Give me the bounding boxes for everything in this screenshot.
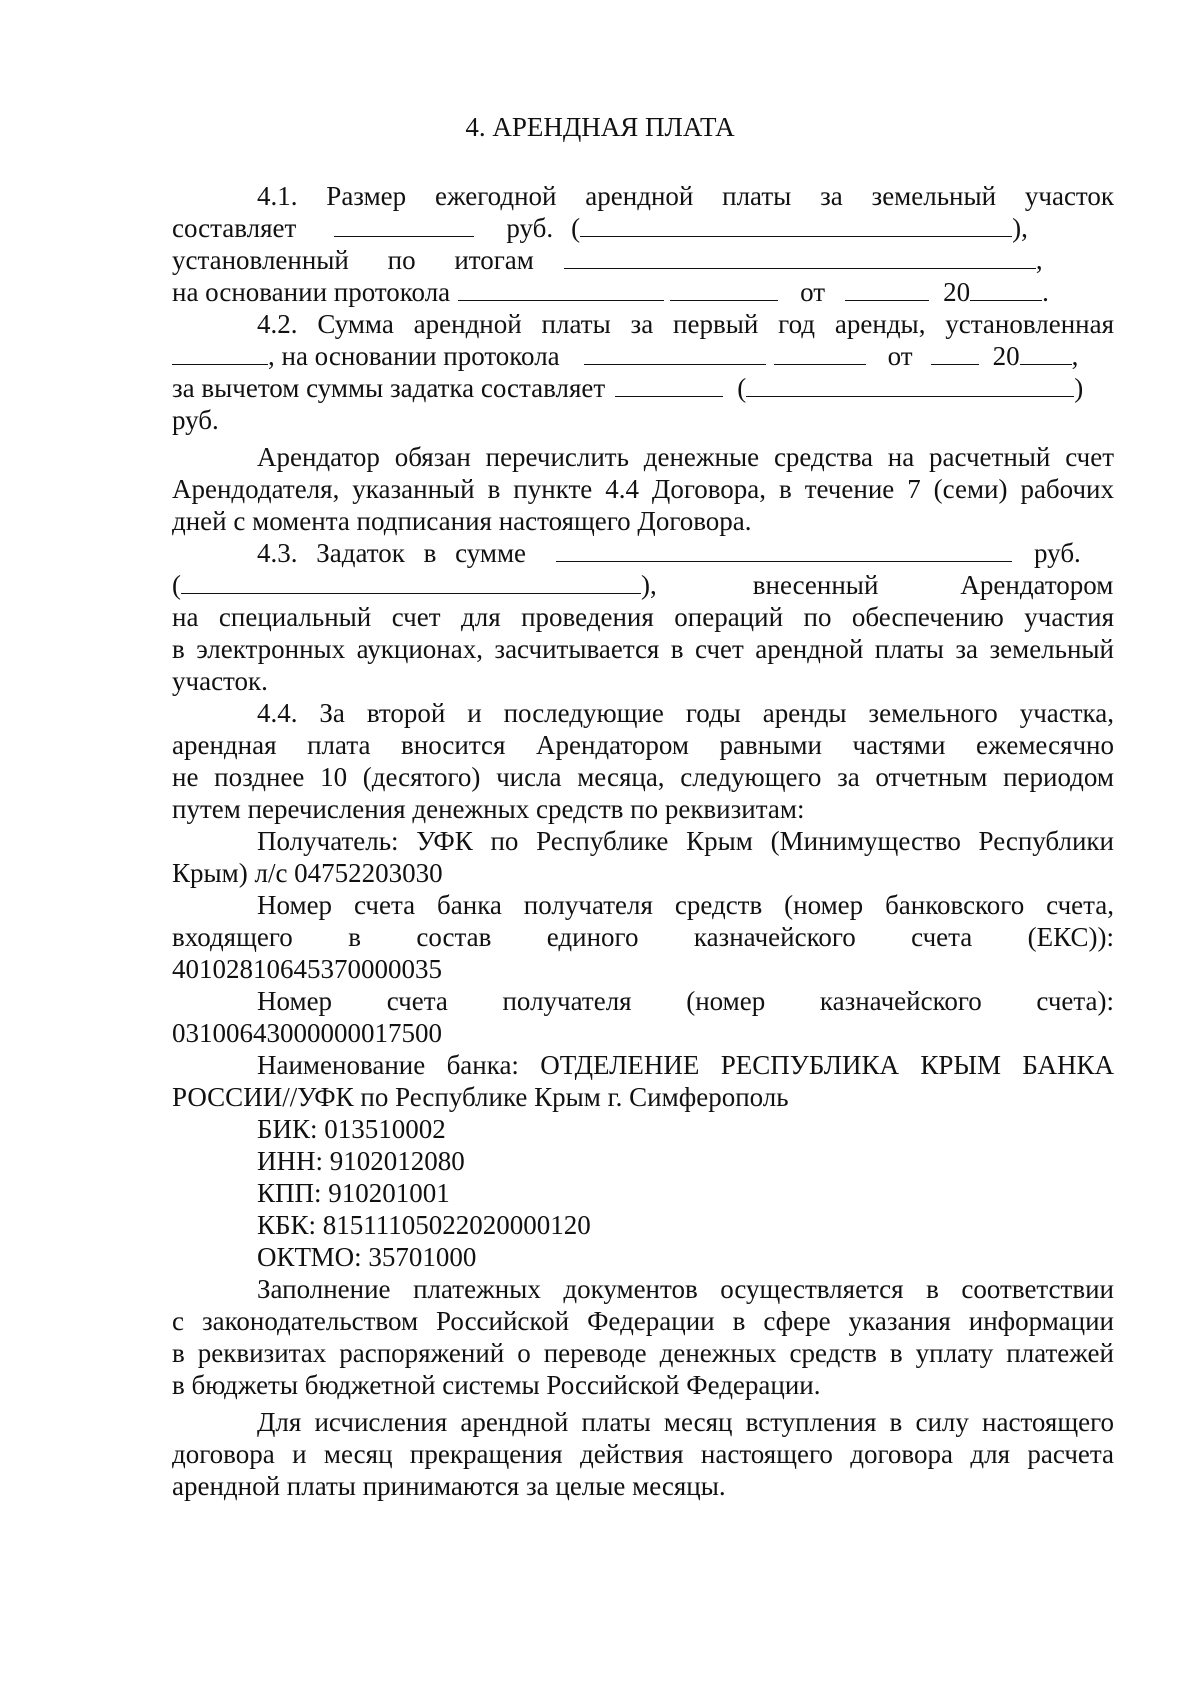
- clause-4-1-line-1: 4.1. Размер ежегодной арендной платы за земельный участок: [257, 181, 1114, 211]
- clause-4-1-established-by: установленный по итогам: [172, 245, 534, 275]
- clause-4-4-line-2: арендная плата вносится Арендатором равными частями ежемесячно: [172, 730, 1114, 760]
- clause-4-4-line-4: путем перечисления денежных средств по реквизитам:: [172, 794, 805, 824]
- bank-account-number: 40102810645370000035: [172, 954, 442, 984]
- unit-rub: руб.: [1034, 538, 1081, 568]
- tenant-label: Арендатором: [960, 570, 1114, 600]
- blank-auction-results[interactable]: [564, 244, 1036, 269]
- clause-4-4-line-1: 4.4. За второй и последующие годы аренды земельного участка,: [257, 698, 1114, 728]
- blank-protocol-number-2[interactable]: [670, 276, 778, 301]
- recipient-line-2: Крым) л/с 04752203030: [172, 858, 443, 888]
- clause-4-3-line-1: [257, 537, 1114, 570]
- recipient-line-1: Получатель: УФК по Республике Крым (Минимущество Республики: [257, 826, 1114, 856]
- blank-protocol-number-1[interactable]: [458, 276, 664, 301]
- bank-account-line-2: входящего в состав единого казначейского счета (ЕКС)):: [172, 922, 1114, 952]
- payment-docs-line-1: Заполнение платежных документов осуществляется в соответствии: [257, 1274, 1114, 1304]
- payment-docs-line-3: в реквизитах распоряжений о переводе денежных средств в уплату платежей: [172, 1338, 1114, 1368]
- blank-protocol-year-2[interactable]: [1020, 340, 1072, 365]
- bik-code: БИК: 013510002: [257, 1114, 446, 1144]
- clause-4-3-line-3: на специальный счет для проведения операций по обеспечению участия: [172, 602, 1114, 632]
- clause-4-4-line-3: не позднее 10 (десятого) числа месяца, следующего за отчетным периодом: [172, 762, 1114, 792]
- transfer-obligation-line-2: Арендодателя, указанный в пункте 4.4 Договора, в течение 7 (семи) рабочих: [172, 474, 1114, 504]
- paren-open: (: [571, 213, 581, 243]
- comma: ,: [1071, 341, 1079, 371]
- calculation-line-1: Для исчисления арендной платы месяц вступления в силу настоящего: [257, 1407, 1114, 1437]
- paren-open: (: [737, 373, 747, 403]
- blank-protocol-date[interactable]: [845, 276, 929, 301]
- clause-4-2-line-2: [172, 340, 1114, 373]
- oktmo-code: ОКТМО: 35701000: [257, 1242, 477, 1272]
- clause-4-2-line-1: 4.2. Сумма арендной платы за первый год аренды, установленная: [257, 309, 1114, 339]
- recipient-account-line-1: Номер счета получателя (номер казначейского счета):: [257, 986, 1114, 1016]
- clause-4-3-line-5: участок.: [172, 666, 268, 696]
- year-prefix: 20: [992, 341, 1020, 371]
- payment-docs-line-4: в бюджеты бюджетной системы Российской Федерации.: [172, 1370, 821, 1400]
- calculation-line-3: арендной платы принимаются за целые месяцы.: [172, 1471, 726, 1501]
- clause-4-1-line-4: [172, 276, 1114, 309]
- clause-4-3-line-2: [172, 569, 1114, 602]
- recipient-account-number: 03100643000000017500: [172, 1018, 442, 1048]
- blank-annual-rent-words[interactable]: [580, 212, 1012, 237]
- blank-first-year-amount-words[interactable]: [746, 372, 1074, 397]
- clause-4-3-deposit-label: 4.3. Задаток в сумме: [257, 538, 527, 568]
- clause-4-1-line-3: [172, 244, 1114, 277]
- blank-deposit-amount-words[interactable]: [181, 569, 641, 594]
- clause-4-2-line-3: [172, 372, 1114, 405]
- clause-4-2-protocol-label: , на основании протокола: [268, 341, 560, 371]
- deposited-label: внесенный: [752, 570, 879, 600]
- transfer-obligation-line-3: дней с момента подписания настоящего Договора.: [172, 506, 752, 536]
- from-label: от: [887, 341, 913, 371]
- comma: ,: [1035, 245, 1043, 275]
- transfer-obligation-line-1: Арендатор обязан перечислить денежные средства на расчетный счет: [257, 442, 1114, 472]
- from-label: от: [800, 277, 826, 307]
- section-heading: 4. АРЕНДНАЯ ПЛАТА: [465, 112, 735, 142]
- bank-name-line-1: Наименование банка: ОТДЕЛЕНИЕ РЕСПУБЛИКА КРЫМ БАНКА: [257, 1050, 1114, 1080]
- kpp-code: КПП: 910201001: [257, 1178, 450, 1208]
- blank-deposit-amount[interactable]: [556, 537, 1012, 562]
- clause-4-1-line-2: [172, 212, 1114, 245]
- blank-protocol-date-2[interactable]: [931, 340, 979, 365]
- clause-4-1-label-amount: составляет: [172, 213, 297, 243]
- blank-first-year-established[interactable]: [172, 340, 268, 365]
- bank-account-line-1: Номер счета банка получателя средств (номер банковского счета,: [257, 890, 1114, 920]
- clause-4-1-protocol-label: на основании протокола: [172, 277, 451, 307]
- blank-annual-rent-amount[interactable]: [334, 212, 474, 237]
- bank-name-line-2: РОССИИ//УФК по Республике Крым г. Симферополь: [172, 1082, 789, 1112]
- paren-close: ): [1074, 373, 1084, 403]
- blank-protocol-year[interactable]: [970, 276, 1042, 301]
- inn-code: ИНН: 9102012080: [257, 1146, 465, 1176]
- kbk-code: КБК: 81511105022020000120: [257, 1210, 591, 1240]
- blank-protocol-number-3[interactable]: [584, 340, 766, 365]
- blank-protocol-number-4[interactable]: [774, 340, 866, 365]
- clause-4-2-minus-deposit: за вычетом суммы задатка составляет: [172, 373, 606, 403]
- clause-4-1-unit-rub: руб.: [506, 213, 554, 243]
- clause-4-3-line-4: в электронных аукционах, засчитывается в счет арендной платы за земельный: [172, 634, 1114, 664]
- period: .: [1042, 277, 1049, 307]
- paren-open: (: [172, 570, 181, 600]
- payment-docs-line-2: с законодательством Российской Федерации в сфере указания информации: [172, 1306, 1114, 1336]
- paren-close: ),: [1012, 213, 1028, 243]
- paren-close: ),: [641, 570, 657, 600]
- clause-4-2-line-4: руб.: [172, 405, 219, 435]
- calculation-line-2: договора и месяц прекращения действия настоящего договора для расчета: [172, 1439, 1114, 1469]
- year-prefix: 20: [943, 277, 971, 307]
- blank-first-year-amount[interactable]: [615, 372, 723, 397]
